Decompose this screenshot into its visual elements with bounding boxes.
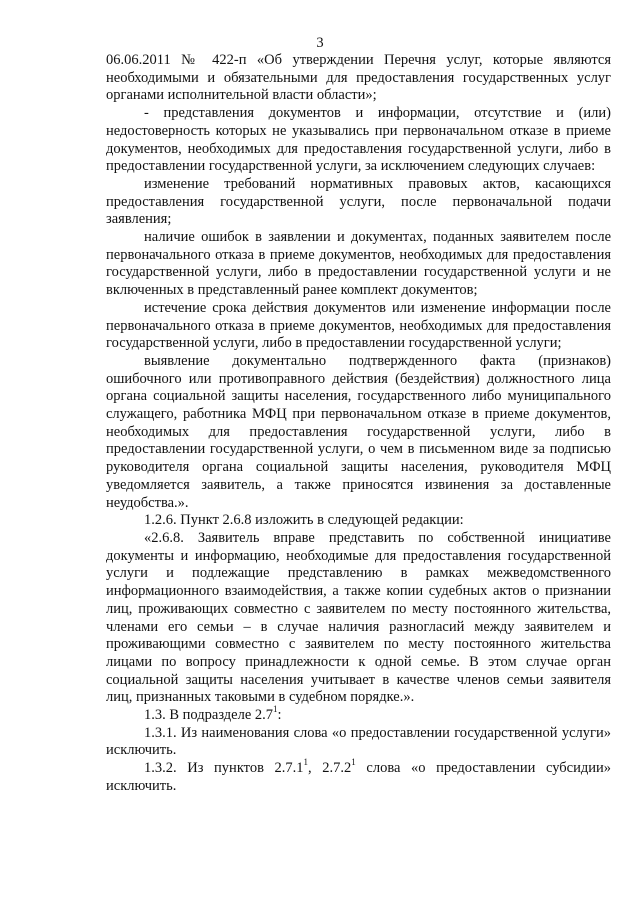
text-run: 1.3.1. Из наименования слова «о предоставлении государственной услуги» исключить.	[106, 724, 611, 759]
text-run: выявление документально подтвержденного факта (признаков) ошибочного или противоправного действия (бездействия) должностного лица органа социальной защиты населения, государственного либо муниципального служащего, работника МФЦ при первоначальном отказе в приеме документов, необходимых для предоставления государственной услуги, либо в предоставлении государственной услуги, о чем в письменном виде за подписью руководителя органа социальной защиты населения, руководителя МФЦ уведомляется заявитель, а также приносятся извинения за доставленные неудобства.».	[106, 352, 611, 511]
text-run: 1.3.2. Из пунктов 2.7.1	[144, 760, 304, 777]
text-run: 1.3. В подразделе 2.7	[144, 707, 274, 724]
text-run: истечение срока действия документов или изменение информации после первоначального отказа в приеме документов, необходимых для предоставления государственной услуги, либо в предоставлении государственной услуги;	[106, 299, 611, 352]
text-run: изменение требований нормативных правовых актов, касающихся предоставления государственной услуги, после первоначальной подачи заявления;	[106, 175, 611, 228]
superscript: 1	[351, 757, 356, 768]
text-run: 1.2.6. Пункт 2.6.8 изложить в следующей редакции:	[144, 512, 464, 529]
paragraph-p4	[106, 229, 611, 300]
paragraph-p9	[106, 704, 611, 725]
document-body	[106, 52, 611, 796]
superscript: 1	[303, 757, 309, 768]
paragraph-p8	[106, 530, 611, 707]
text-run: 06.06.2011 № 422-п «Об утверждении Перечня услуг, которые являются необходимыми и обязательными для предоставления государственных услуг органами исполнительной власти области»;	[106, 52, 611, 104]
text-run: «2.6.8. Заявитель вправе представить по собственной инициативе документы и информацию, необходимые для предоставления государственной услуги и подлежащие представлению в рамках межведомственного информационного взаимодействия, а также копии судебных актов о признании лиц, проживающих совместно с заявителем по месту постоянного жительства, членами его семьи – в случае наличия разногласий между заявителем и проживающими совместно с заявителем по месту постоянного жительства лицами по вопросу принадлежности к одной семье. В этом случае орган социальной защиты населения учитывает в качестве членов семьи заявителя лиц, признанных таковыми в судебном порядке.».	[106, 529, 611, 706]
paragraph-p2	[106, 105, 611, 176]
paragraph-p7	[106, 512, 611, 530]
text-run: наличие ошибок в заявлении и документах, поданных заявителем после первоначального отказа в приеме документов, необходимых для предоставления государственной услуги, либо в предоставлении государственной услуги и не включенных в представленный ранее комплект документов;	[106, 229, 611, 299]
paragraph-p5	[106, 300, 611, 353]
paragraph-p6	[106, 353, 611, 512]
text-run: :	[277, 707, 282, 724]
paragraph-p1	[106, 52, 611, 105]
text-run: - представления документов и информации, отсутствие и (или) недостоверность которых не указывались при первоначальном отказе в приеме документов, необходимых для предоставления государственной услуги, либо в предоставлении государственной услуги, за исключением следующих случаев:	[106, 105, 611, 175]
superscript: 1	[273, 704, 278, 715]
text-run: слова «о предоставлении субсидии» исключить.	[106, 760, 611, 794]
page-number: 3	[316, 35, 324, 51]
paragraph-p11	[106, 757, 611, 795]
paragraph-p3	[106, 176, 611, 229]
paragraph-p10	[106, 725, 611, 760]
text-run: , 2.7.2	[308, 760, 352, 777]
